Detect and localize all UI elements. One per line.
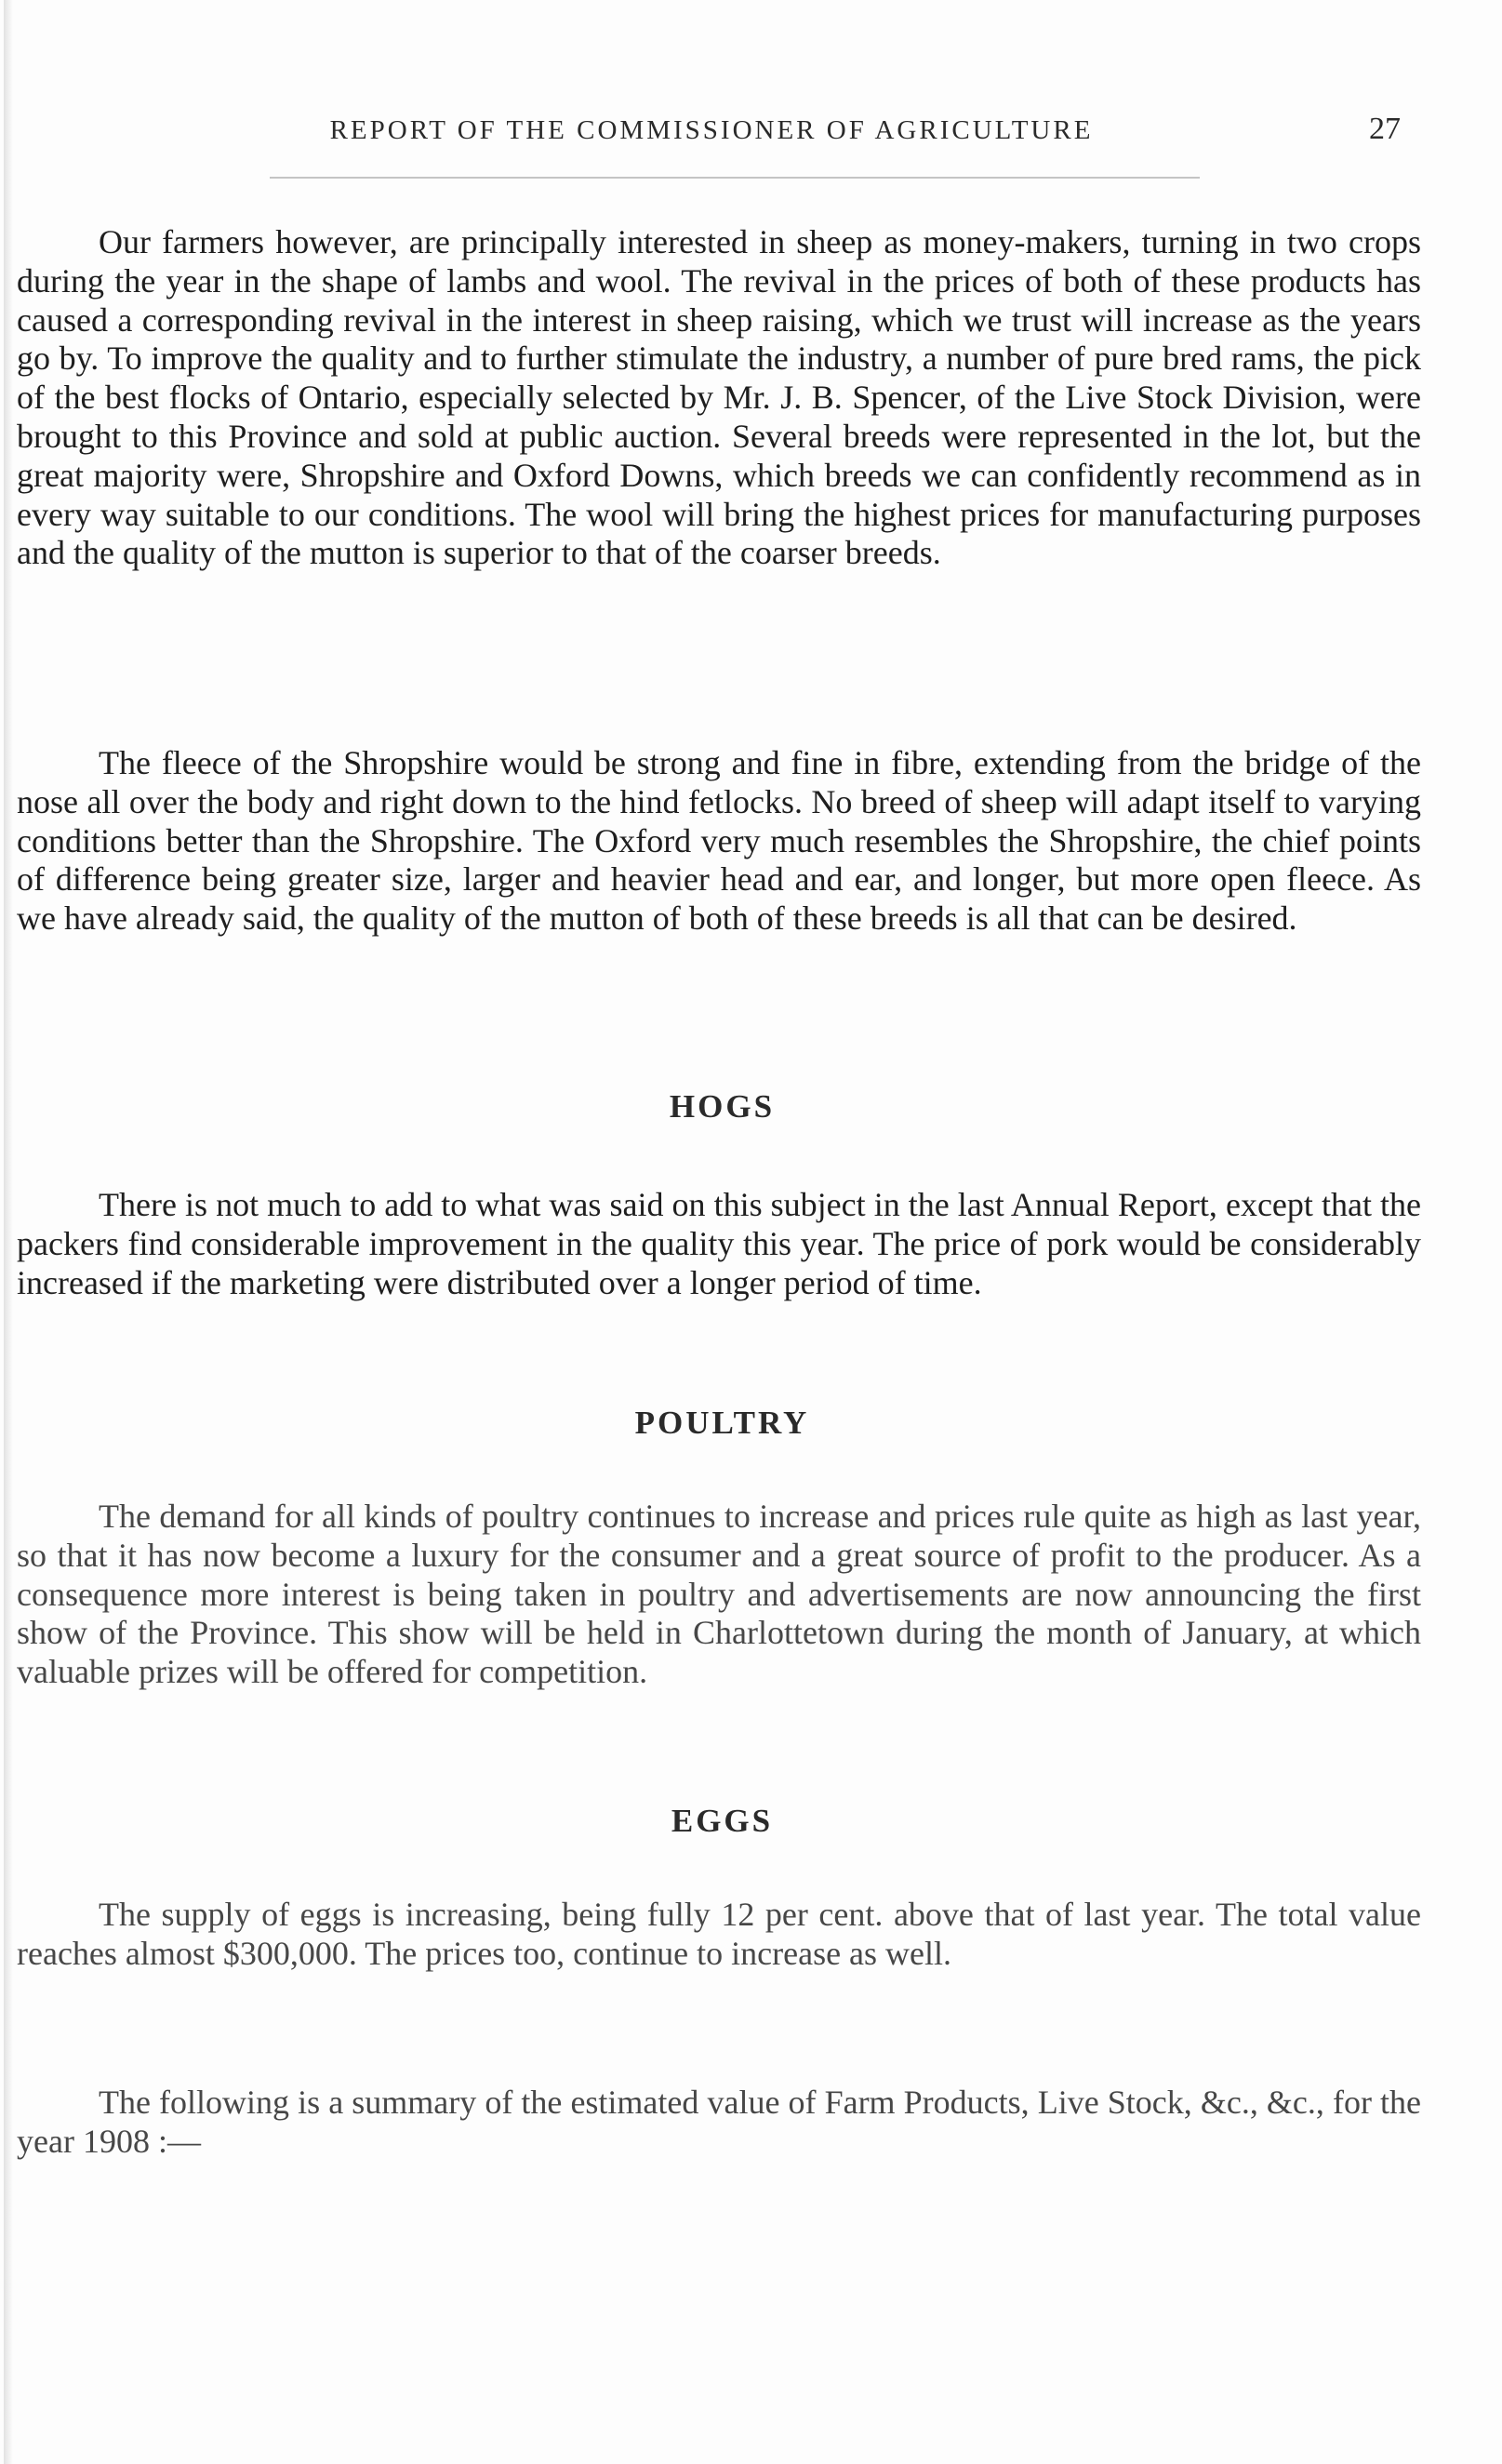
paragraph-eggs: The supply of eggs is increasing, being fully 12 per cent. above that of last year. The total value reaches almost $300,000. The prices too, continue to increase as well. bbox=[17, 1896, 1421, 1972]
paragraph-sheep-money-makers: Our farmers however, are principally interested in sheep as money-makers, turning in two crops during the year in the shape of lambs and wool. The revival in the prices of both of these products has caused a corresponding revival in the interest in sheep raising, which we trust will increase as the years go by. To improve the quality and to further stimulate the industry, a number of pure bred rams, the pick of the best flocks of Ontario, especially selected by Mr. J. B. Spencer, of the Live Stock Division, were brought to this Province and sold at public auction. Several breeds were represented in the lot, but the great majority were, Shropshire and Oxford Downs, which breeds we can confidently recommend as in every way suitable to our conditions. The wool will bring the highest prices for manufacturing purposes and the quality of the mutton is superior to that of the coarser breeds. bbox=[17, 223, 1421, 572]
heading-hogs: HOGS bbox=[669, 1088, 776, 1125]
paragraph-poultry: The demand for all kinds of poultry continues to increase and prices rule quite as high as last year, so that it has now become a luxury for the consumer and a great source of profit to the producer. As a consequence more interest is being taken in poultry and advertisements are now announcing the first show of the Province. This show will be held in Charlottetown during the month of January, at which valuable prizes will be offered for competition. bbox=[17, 1498, 1421, 1691]
header-rule bbox=[270, 177, 1200, 179]
heading-poultry: POULTRY bbox=[634, 1405, 810, 1441]
page-number: 27 bbox=[1369, 112, 1401, 146]
paragraph-shropshire-fleece: The fleece of the Shropshire would be strong and fine in fibre, extending from the bridge of the nose all over the body and right down to the hind fetlocks. No breed of sheep will adapt itself to varying conditions better than the Shropshire. The Oxford very much resembles the Shropshire, the chief points of difference being greater size, larger and heavier head and ear, and longer, but more open fleece. As we have already said, the quality of the mutton of both of these breeds is all that can be desired. bbox=[17, 744, 1421, 938]
paragraph-summary-intro: The following is a summary of the estimated value of Farm Products, Live Stock, &c., &c., for the year 1908 :— bbox=[17, 2084, 1421, 2160]
paragraph-hogs: There is not much to add to what was said on this subject in the last Annual Report, except that the packers find considerable improvement in the quality this year. The price of pork would be considerably increased if the marketing were distributed over a longer period of time. bbox=[17, 1186, 1421, 1301]
scan-edge-shadow bbox=[4, 0, 13, 2464]
heading-eggs: EGGS bbox=[671, 1803, 774, 1839]
running-title: REPORT OF THE COMMISSIONER OF AGRICULTURE bbox=[329, 115, 1094, 145]
